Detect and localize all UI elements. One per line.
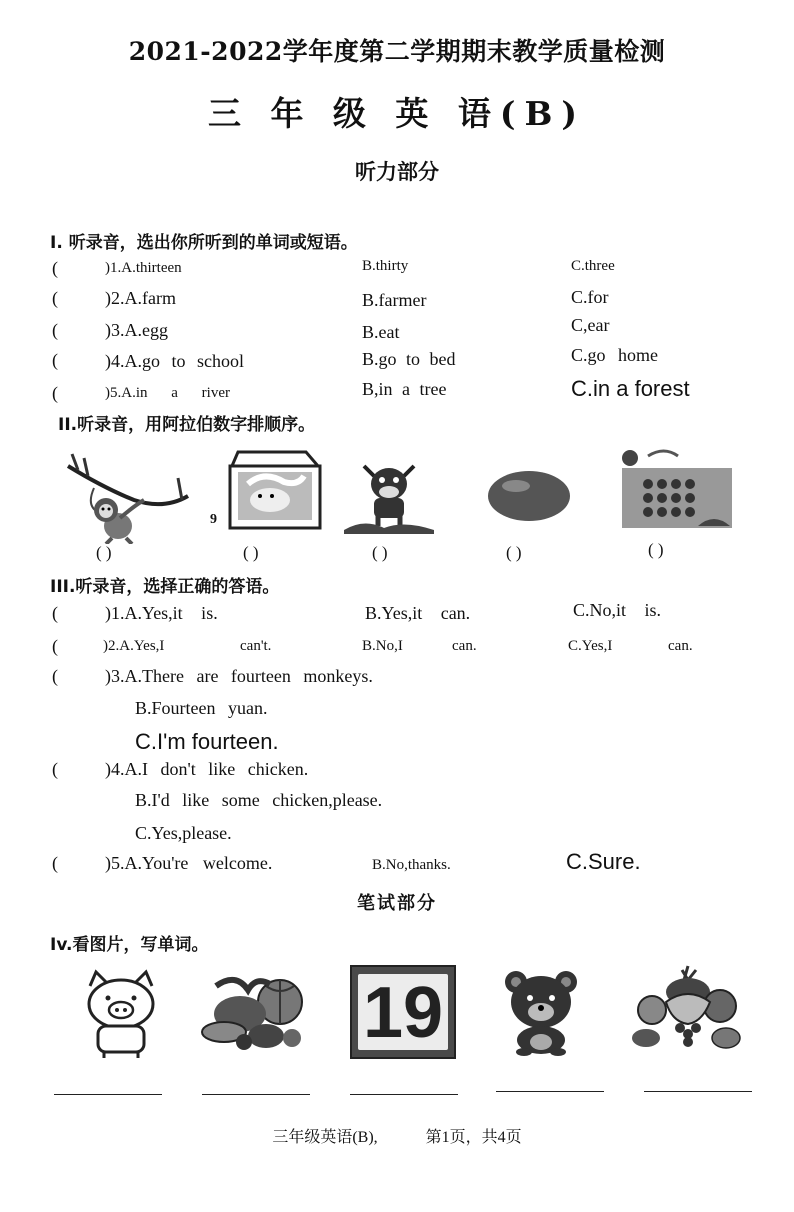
- option-c: C.Yes,I: [568, 638, 613, 654]
- option-c: C.I'm fourteen.: [135, 729, 279, 754]
- answer-paren: (: [52, 759, 58, 779]
- answer-line[interactable]: [496, 1091, 604, 1092]
- vegetables-picture: [196, 966, 312, 1056]
- option-b: B.I'd like some chicken,please.: [135, 790, 383, 810]
- answer-line[interactable]: [202, 1094, 310, 1095]
- part2-title: II.听录音，用阿拉伯数字排顺序。: [58, 415, 316, 435]
- option-b: B.farmer: [362, 290, 427, 310]
- subject-title: 三 年 级 英 语(B): [207, 94, 587, 133]
- option-c: C.Yes,please.: [135, 823, 232, 843]
- cow-picture: [344, 456, 434, 534]
- exam-title: 2021-2022学年度第二学期期末教学质量检测: [128, 37, 666, 66]
- option-b: B.eat: [362, 322, 400, 342]
- option-a: )1.A.thirteen: [105, 260, 182, 276]
- order-blank[interactable]: ( ): [506, 543, 522, 562]
- option-b: B.go to bed: [362, 349, 456, 369]
- part1-title: I. 听录音，选出你所听到的单词或短语。: [50, 233, 358, 253]
- page-footer: [0, 1124, 794, 1147]
- pig-picture: [76, 968, 166, 1060]
- part4-title: Iv.看图片，写单词。: [50, 935, 209, 955]
- option-a: )2.A.Yes,I: [103, 638, 165, 654]
- answer-paren: (: [52, 350, 58, 370]
- answer-paren: (: [52, 666, 58, 686]
- option-a: )3.A.There are fourteen monkeys.: [105, 666, 373, 686]
- option-b: B.No,I: [362, 638, 403, 654]
- fruits-picture: [626, 962, 746, 1054]
- option-a: )4.A.I don't like chicken.: [105, 759, 309, 779]
- egg-picture: [486, 468, 572, 524]
- answer-line[interactable]: [350, 1094, 458, 1095]
- option-b: B,in a tree: [362, 379, 447, 399]
- stray-mark: 9: [210, 512, 217, 527]
- listening-heading: 听力部分: [355, 160, 439, 184]
- answer-paren: (: [52, 636, 58, 656]
- option-a: )5.A.in a river: [105, 385, 230, 401]
- footer-page-number: 第1页，共4页: [425, 1129, 522, 1146]
- order-blank[interactable]: ( ): [243, 543, 259, 562]
- number-card-text: 19: [362, 973, 444, 1053]
- option-c: C.go home: [571, 345, 658, 365]
- option-c: C.No,it is.: [573, 600, 662, 620]
- option-c: C,ear: [571, 315, 610, 335]
- order-blank[interactable]: ( ): [372, 543, 388, 562]
- option-c: C.in a forest: [571, 376, 690, 401]
- answer-paren: (: [52, 603, 58, 623]
- monkey-picture: [64, 448, 192, 544]
- option-c: C.three: [571, 258, 615, 274]
- bear-picture: [498, 966, 584, 1056]
- option-b: B.thirty: [362, 258, 409, 274]
- answer-paren: (: [52, 288, 58, 308]
- order-blank[interactable]: ( ): [648, 540, 664, 559]
- option-a: )3.A.egg: [105, 320, 168, 340]
- option-b-word: can.: [452, 638, 477, 654]
- option-a: )5.A.You're welcome.: [105, 853, 273, 873]
- option-a: )4.A.go to school: [105, 351, 244, 371]
- option-b: B.No,thanks.: [372, 857, 451, 873]
- answer-line[interactable]: [54, 1094, 162, 1095]
- window-scene-picture: [618, 446, 736, 532]
- cat-in-box-picture: [224, 446, 326, 534]
- part3-title: III.听录音，选择正确的答语。: [50, 577, 280, 597]
- option-b: B.Fourteen yuan.: [135, 698, 268, 718]
- answer-paren: (: [52, 258, 58, 278]
- answer-paren: (: [52, 383, 58, 403]
- option-c-word: can.: [668, 638, 693, 654]
- option-b: B.Yes,it can.: [365, 603, 471, 623]
- answer-line[interactable]: [644, 1091, 752, 1092]
- number-card-picture: [350, 965, 456, 1059]
- option-c: C.for: [571, 287, 609, 307]
- written-heading: 笔试部分: [357, 893, 437, 914]
- order-blank[interactable]: ( ): [96, 543, 112, 562]
- footer-subject: 三年级英语(B),: [272, 1129, 378, 1146]
- option-a-word: can't.: [240, 638, 272, 654]
- answer-paren: (: [52, 320, 58, 340]
- option-a: )1.A.Yes,it is.: [105, 603, 218, 623]
- option-c: C.Sure.: [566, 849, 641, 874]
- option-a: )2.A.farm: [105, 288, 176, 308]
- answer-paren: (: [52, 853, 58, 873]
